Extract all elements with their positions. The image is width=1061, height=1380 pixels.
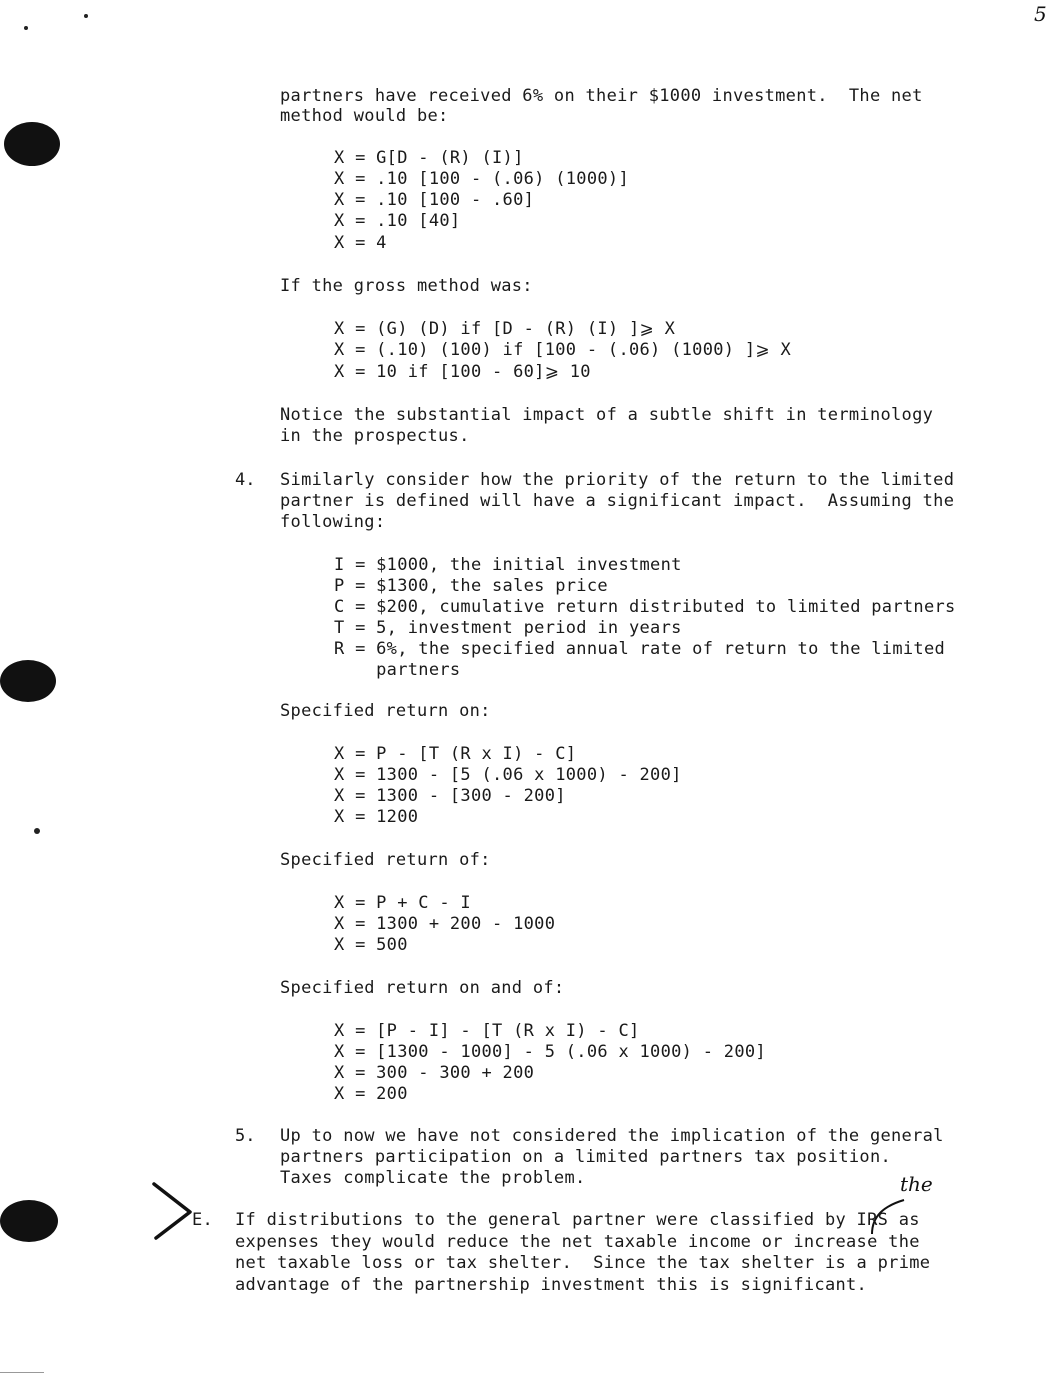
intro-line: method would be: <box>280 106 449 126</box>
item-5-number: 5. <box>235 1126 256 1146</box>
item-e-line: net taxable loss or tax shelter. Since the tax shelter is a prime <box>235 1253 931 1273</box>
handwritten-insert: the <box>900 1172 933 1196</box>
return-on-equation: X = 1300 - [300 - 200] <box>334 786 566 806</box>
intro-line: partners have received 6% on their $1000 investment. The net <box>280 86 923 106</box>
item-5-line: Up to now we have not considered the implication of the general <box>280 1126 944 1146</box>
item-e-line: advantage of the partnership investment this is significant. <box>235 1275 868 1295</box>
item-4-line: following: <box>280 512 386 532</box>
definition-line: I = $1000, the initial investment <box>334 555 682 575</box>
return-on-equation: X = 1200 <box>334 807 419 827</box>
margin-chevron-mark <box>150 1180 196 1244</box>
return-of-equation: X = 1300 + 200 - 1000 <box>334 914 556 934</box>
item-4-line: partner is defined will have a significant impact. Assuming the <box>280 491 955 511</box>
gross-equation: X = (G) (D) if [D - (R) (I) ]⩾ X <box>334 319 676 339</box>
return-on-and-of-equation: X = [1300 - 1000] - 5 (.06 x 1000) - 200] <box>334 1042 766 1062</box>
return-on-equation: X = 1300 - [5 (.06 x 1000) - 200] <box>334 765 682 785</box>
hole-punch-top <box>4 122 60 166</box>
net-equation: X = 4 <box>334 233 387 253</box>
scan-speck <box>84 14 88 18</box>
item-5-line: partners participation on a limited partners tax position. <box>280 1147 892 1167</box>
notice-line: in the prospectus. <box>280 426 470 446</box>
return-on-and-of-equation: X = 200 <box>334 1084 408 1104</box>
item-4-number: 4. <box>235 470 256 490</box>
return-of-heading: Specified return of: <box>280 850 491 870</box>
gross-intro: If the gross method was: <box>280 276 533 296</box>
return-on-and-of-equation: X = 300 - 300 + 200 <box>334 1063 535 1083</box>
gross-equation: X = (.10) (100) if [100 - (.06) (1000) ]⩾ X <box>334 340 792 360</box>
item-e-line: If distributions to the general partner were classified by IRS as <box>235 1210 920 1230</box>
definition-line: T = 5, investment period in years <box>334 618 682 638</box>
scan-speck <box>24 26 28 30</box>
net-equation: X = .10 [100 - (.06) (1000)] <box>334 169 629 189</box>
item-e-line: expenses they would reduce the net taxable income or increase the <box>235 1232 920 1252</box>
net-equation: X = G[D - (R) (I)] <box>334 148 524 168</box>
definition-line: partners <box>334 660 461 680</box>
item-e-label: E. <box>192 1210 214 1230</box>
return-of-equation: X = 500 <box>334 935 408 955</box>
hole-punch-bottom <box>0 1200 58 1242</box>
scan-speck <box>34 828 40 834</box>
bottom-edge-line <box>0 1372 44 1373</box>
page-mark: 5 <box>1034 2 1047 26</box>
return-on-heading: Specified return on: <box>280 701 491 721</box>
definition-line: R = 6%, the specified annual rate of return to the limited <box>334 639 946 659</box>
return-on-and-of-equation: X = [P - I] - [T (R x I) - C] <box>334 1021 640 1041</box>
net-equation: X = .10 [40] <box>334 211 461 231</box>
gross-equation: X = 10 if [100 - 60]⩾ 10 <box>334 362 591 382</box>
definition-line: C = $200, cumulative return distributed to limited partners <box>334 597 956 617</box>
return-on-equation: X = P - [T (R x I) - C] <box>334 744 577 764</box>
return-on-and-of-heading: Specified return on and of: <box>280 978 565 998</box>
item-5-line: Taxes complicate the problem. <box>280 1168 586 1188</box>
notice-line: Notice the substantial impact of a subtle shift in terminology <box>280 405 934 425</box>
definition-line: P = $1300, the sales price <box>334 576 608 596</box>
return-of-equation: X = P + C - I <box>334 893 471 913</box>
net-equation: X = .10 [100 - .60] <box>334 190 535 210</box>
item-4-line: Similarly consider how the priority of the return to the limited <box>280 470 955 490</box>
hole-punch-middle <box>0 660 56 702</box>
